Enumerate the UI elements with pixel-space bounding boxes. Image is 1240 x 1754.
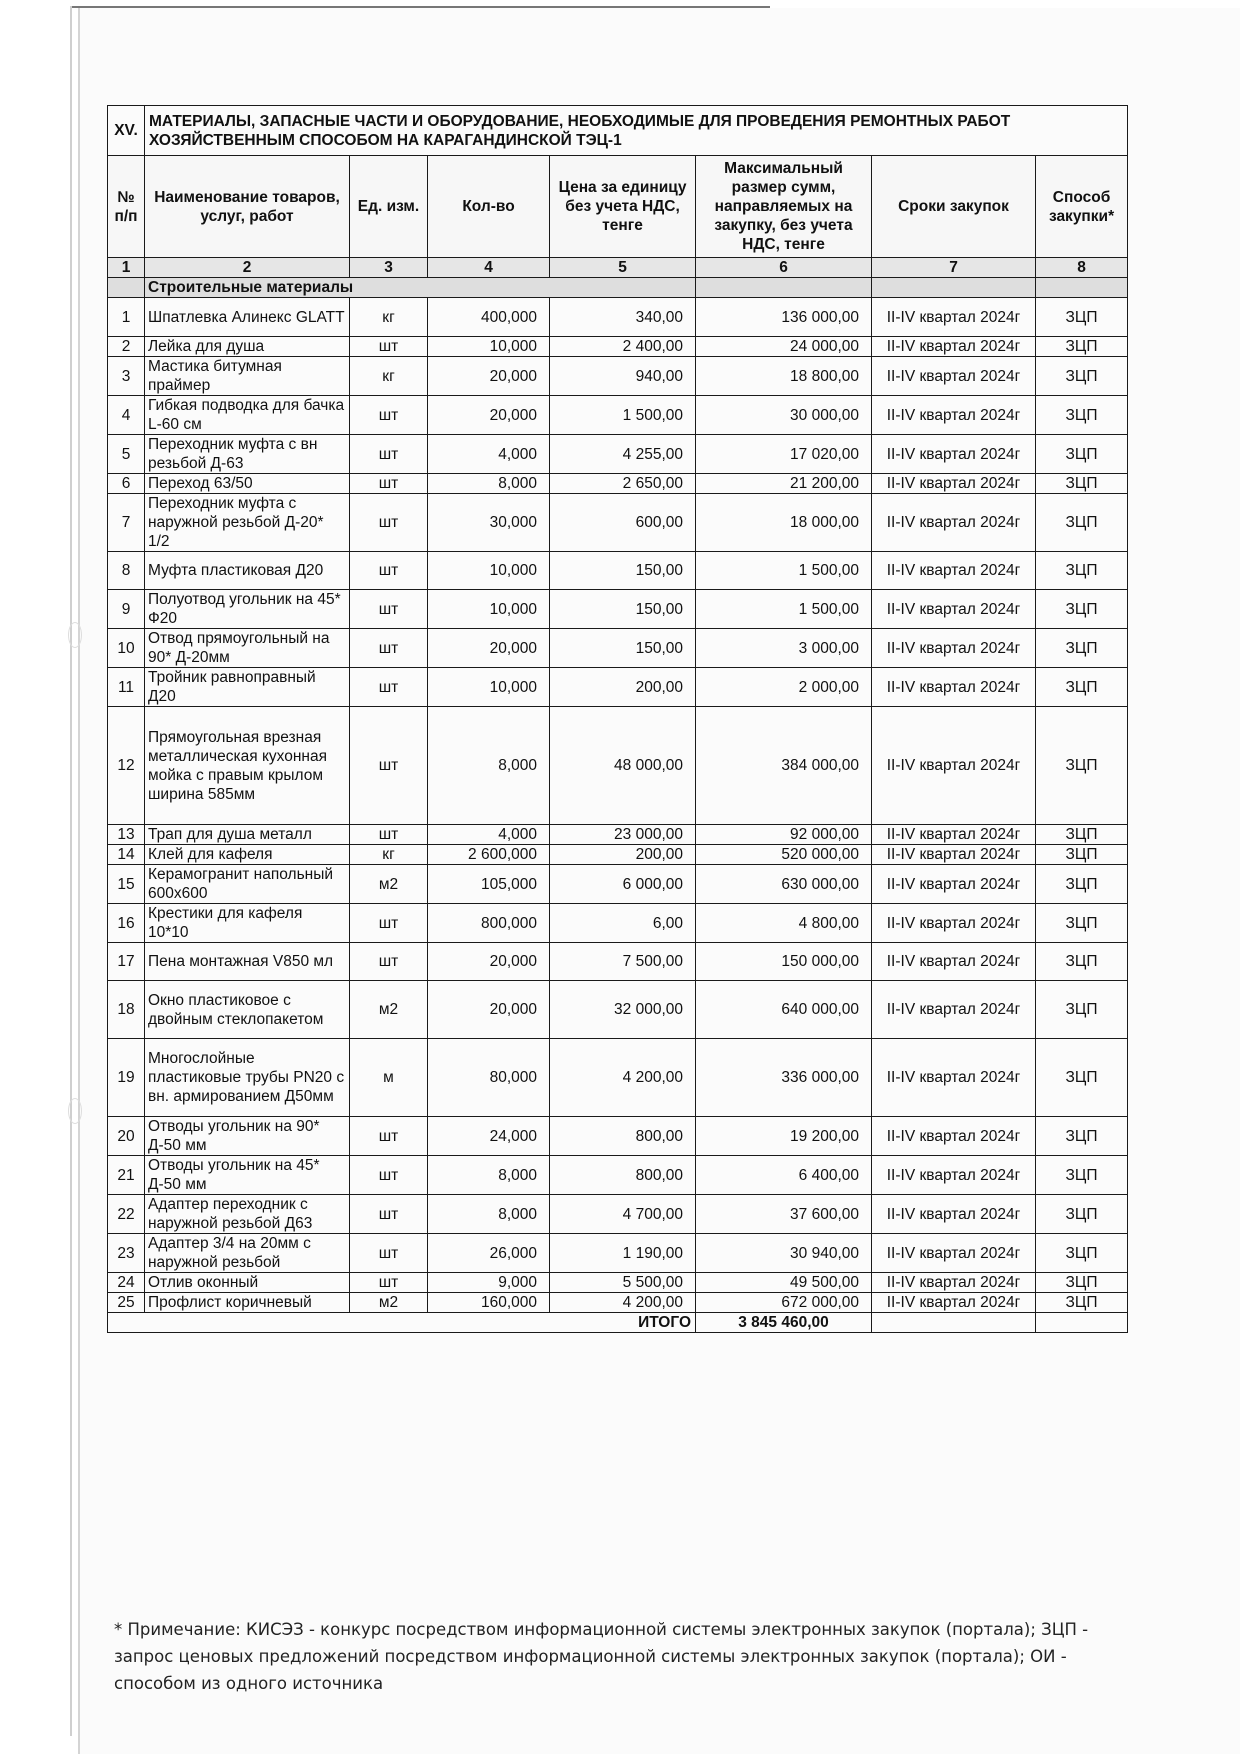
table-row — [108, 435, 1128, 474]
item-term: II-IV квартал 2024г — [872, 1039, 1036, 1117]
item-name: Гибкая подводка для бачка L-60 см — [145, 396, 350, 435]
item-method: ЗЦП — [1036, 707, 1128, 825]
section-title: МАТЕРИАЛЫ, ЗАПАСНЫЕ ЧАСТИ И ОБОРУДОВАНИЕ, НЕОБХОДИМЫЕ ДЛЯ ПРОВЕДЕНИЯ РЕМОНТНЫХ РАБОТ ХОЗЯЙСТВЕННЫМ СПОСОБОМ НА КАРАГАНДИНСКОЙ ТЭЦ-1 — [145, 106, 1128, 156]
item-term: II-IV квартал 2024г — [872, 474, 1036, 494]
item-unit: шт — [350, 825, 428, 845]
row-number: 4 — [108, 396, 145, 435]
row-number: 12 — [108, 707, 145, 825]
row-number: 13 — [108, 825, 145, 845]
item-max-sum: 92 000,00 — [696, 825, 872, 845]
header-max-sum: Максимальный размер сумм, направляемых на закупку, без учета НДС, тенге — [696, 156, 872, 258]
item-unit-price: 4 200,00 — [550, 1039, 696, 1117]
scan-edge-line — [70, 6, 770, 8]
item-quantity: 400,000 — [428, 298, 550, 337]
header-unit: Ед. изм. — [350, 156, 428, 258]
item-method: ЗЦП — [1036, 1039, 1128, 1117]
item-name: Муфта пластиковая Д20 — [145, 552, 350, 590]
item-name: Керамогранит напольный 600х600 — [145, 865, 350, 904]
column-number: 5 — [550, 258, 696, 278]
item-method: ЗЦП — [1036, 435, 1128, 474]
item-max-sum: 3 000,00 — [696, 629, 872, 668]
column-number: 8 — [1036, 258, 1128, 278]
table-row — [108, 1195, 1128, 1234]
item-term: II-IV квартал 2024г — [872, 590, 1036, 629]
item-name: Полуотвод угольник на 45* Ф20 — [145, 590, 350, 629]
item-quantity: 20,000 — [428, 396, 550, 435]
table-row — [108, 474, 1128, 494]
total-value: 3 845 460,00 — [696, 1313, 872, 1333]
item-max-sum: 30 940,00 — [696, 1234, 872, 1273]
row-number: 7 — [108, 494, 145, 552]
item-max-sum: 640 000,00 — [696, 981, 872, 1039]
item-method: ЗЦП — [1036, 981, 1128, 1039]
item-max-sum: 1 500,00 — [696, 552, 872, 590]
item-unit: шт — [350, 943, 428, 981]
item-name: Многослойные пластиковые трубы PN20 с вн. армированием Д50мм — [145, 1039, 350, 1117]
item-unit-price: 6 000,00 — [550, 865, 696, 904]
item-name: Отводы угольник на 45* Д-50 мм — [145, 1156, 350, 1195]
item-unit-price: 1 500,00 — [550, 396, 696, 435]
row-number: 6 — [108, 474, 145, 494]
item-term: II-IV квартал 2024г — [872, 629, 1036, 668]
item-unit-price: 4 255,00 — [550, 435, 696, 474]
item-unit: м2 — [350, 865, 428, 904]
table-row — [108, 1234, 1128, 1273]
row-number: 11 — [108, 668, 145, 707]
item-method: ЗЦП — [1036, 1156, 1128, 1195]
item-method: ЗЦП — [1036, 298, 1128, 337]
item-term: II-IV квартал 2024г — [872, 825, 1036, 845]
item-name: Мастика битумная праймер — [145, 357, 350, 396]
item-unit-price: 1 190,00 — [550, 1234, 696, 1273]
row-number: 9 — [108, 590, 145, 629]
row-number: 17 — [108, 943, 145, 981]
item-method: ЗЦП — [1036, 552, 1128, 590]
item-unit-price: 2 650,00 — [550, 474, 696, 494]
table-row — [108, 1039, 1128, 1117]
item-name: Лейка для душа — [145, 337, 350, 357]
item-max-sum: 30 000,00 — [696, 396, 872, 435]
table-row — [108, 357, 1128, 396]
item-term: II-IV квартал 2024г — [872, 357, 1036, 396]
item-method: ЗЦП — [1036, 904, 1128, 943]
item-term: II-IV квартал 2024г — [872, 707, 1036, 825]
item-unit-price: 5 500,00 — [550, 1273, 696, 1293]
item-name: Окно пластиковое с двойным стеклопакетом — [145, 981, 350, 1039]
total-row — [108, 1313, 1128, 1333]
item-unit-price: 800,00 — [550, 1117, 696, 1156]
item-unit: шт — [350, 1156, 428, 1195]
item-max-sum: 17 020,00 — [696, 435, 872, 474]
item-name: Отводы угольник на 90* Д-50 мм — [145, 1117, 350, 1156]
item-unit: шт — [350, 552, 428, 590]
item-max-sum: 37 600,00 — [696, 1195, 872, 1234]
item-quantity: 8,000 — [428, 1156, 550, 1195]
procurement-table — [107, 105, 1128, 1333]
item-unit-price: 6,00 — [550, 904, 696, 943]
row-number: 10 — [108, 629, 145, 668]
item-term: II-IV квартал 2024г — [872, 845, 1036, 865]
item-quantity: 10,000 — [428, 668, 550, 707]
row-number: 21 — [108, 1156, 145, 1195]
table-row — [108, 825, 1128, 845]
item-quantity: 20,000 — [428, 943, 550, 981]
item-unit-price: 800,00 — [550, 1156, 696, 1195]
item-name: Крестики для кафеля 10*10 — [145, 904, 350, 943]
item-unit-price: 7 500,00 — [550, 943, 696, 981]
table-row — [108, 1273, 1128, 1293]
item-max-sum: 19 200,00 — [696, 1117, 872, 1156]
item-unit: шт — [350, 1117, 428, 1156]
row-number: 2 — [108, 337, 145, 357]
row-number: 3 — [108, 357, 145, 396]
item-name: Переходник муфта с вн резьбой Д-63 — [145, 435, 350, 474]
table-row — [108, 298, 1128, 337]
item-max-sum: 150 000,00 — [696, 943, 872, 981]
item-unit: шт — [350, 590, 428, 629]
item-quantity: 8,000 — [428, 1195, 550, 1234]
item-quantity: 800,000 — [428, 904, 550, 943]
item-name: Прямоугольная врезная металлическая кухонная мойка с правым крылом ширина 585мм — [145, 707, 350, 825]
item-quantity: 20,000 — [428, 357, 550, 396]
item-unit: шт — [350, 474, 428, 494]
row-number: 19 — [108, 1039, 145, 1117]
table-row — [108, 629, 1128, 668]
column-number: 4 — [428, 258, 550, 278]
item-term: II-IV квартал 2024г — [872, 1195, 1036, 1234]
column-number: 1 — [108, 258, 145, 278]
row-number: 15 — [108, 865, 145, 904]
item-name: Шпатлевка Алинекс GLATT — [145, 298, 350, 337]
item-name: Переходник муфта с наружной резьбой Д-20* 1/2 — [145, 494, 350, 552]
item-unit: шт — [350, 1234, 428, 1273]
item-method: ЗЦП — [1036, 1273, 1128, 1293]
section-number: XV. — [108, 106, 145, 156]
table-row — [108, 494, 1128, 552]
row-number: 16 — [108, 904, 145, 943]
table-row — [108, 668, 1128, 707]
item-term: II-IV квартал 2024г — [872, 981, 1036, 1039]
item-max-sum: 49 500,00 — [696, 1273, 872, 1293]
item-unit-price: 600,00 — [550, 494, 696, 552]
row-number: 23 — [108, 1234, 145, 1273]
item-unit: шт — [350, 1273, 428, 1293]
row-number: 20 — [108, 1117, 145, 1156]
item-name: Адаптер 3/4 на 20мм с наружной резьбой — [145, 1234, 350, 1273]
item-name: Профлист коричневый — [145, 1293, 350, 1313]
item-term: II-IV квартал 2024г — [872, 552, 1036, 590]
item-max-sum: 2 000,00 — [696, 668, 872, 707]
table-row — [108, 1156, 1128, 1195]
item-method: ЗЦП — [1036, 825, 1128, 845]
item-term: II-IV квартал 2024г — [872, 668, 1036, 707]
item-name: Отлив оконный — [145, 1273, 350, 1293]
item-term: II-IV квартал 2024г — [872, 904, 1036, 943]
table-row — [108, 552, 1128, 590]
section-header-row — [108, 106, 1128, 156]
table-row — [108, 865, 1128, 904]
column-number: 6 — [696, 258, 872, 278]
item-unit-price: 4 200,00 — [550, 1293, 696, 1313]
item-quantity: 30,000 — [428, 494, 550, 552]
item-quantity: 10,000 — [428, 552, 550, 590]
item-quantity: 8,000 — [428, 707, 550, 825]
item-term: II-IV квартал 2024г — [872, 1117, 1036, 1156]
header-price: Цена за единицу без учета НДС, тенге — [550, 156, 696, 258]
item-unit: шт — [350, 668, 428, 707]
footnote: * Примечание: КИСЭЗ - конкурс посредством информационной системы электронных закупок (портала); ЗЦП - запрос ценовых предложений посредством информационной системы электронных закупок (портала); ОИ - способом из одного источника — [114, 1620, 1089, 1693]
item-quantity: 4,000 — [428, 435, 550, 474]
item-method: ЗЦП — [1036, 1293, 1128, 1313]
header-num: № п/п — [108, 156, 145, 258]
item-unit: шт — [350, 435, 428, 474]
item-method: ЗЦП — [1036, 1117, 1128, 1156]
table-row — [108, 396, 1128, 435]
total-label: ИТОГО — [108, 1313, 696, 1333]
item-term: II-IV квартал 2024г — [872, 494, 1036, 552]
item-quantity: 105,000 — [428, 865, 550, 904]
item-unit-price: 32 000,00 — [550, 981, 696, 1039]
item-unit-price: 23 000,00 — [550, 825, 696, 845]
item-unit-price: 340,00 — [550, 298, 696, 337]
item-quantity: 2 600,000 — [428, 845, 550, 865]
item-name: Трап для душа металл — [145, 825, 350, 845]
item-max-sum: 24 000,00 — [696, 337, 872, 357]
item-max-sum: 1 500,00 — [696, 590, 872, 629]
item-quantity: 10,000 — [428, 337, 550, 357]
table-row — [108, 707, 1128, 825]
table-row — [108, 590, 1128, 629]
item-max-sum: 18 000,00 — [696, 494, 872, 552]
item-term: II-IV квартал 2024г — [872, 396, 1036, 435]
column-number: 3 — [350, 258, 428, 278]
item-term: II-IV квартал 2024г — [872, 943, 1036, 981]
item-unit-price: 150,00 — [550, 552, 696, 590]
item-max-sum: 630 000,00 — [696, 865, 872, 904]
item-method: ЗЦП — [1036, 845, 1128, 865]
item-unit-price: 150,00 — [550, 629, 696, 668]
item-unit-price: 48 000,00 — [550, 707, 696, 825]
item-max-sum: 520 000,00 — [696, 845, 872, 865]
item-quantity: 20,000 — [428, 629, 550, 668]
item-method: ЗЦП — [1036, 474, 1128, 494]
table-row — [108, 1117, 1128, 1156]
item-max-sum: 672 000,00 — [696, 1293, 872, 1313]
item-term: II-IV квартал 2024г — [872, 1273, 1036, 1293]
item-term: II-IV квартал 2024г — [872, 435, 1036, 474]
item-unit-price: 4 700,00 — [550, 1195, 696, 1234]
item-name: Адаптер переходник с наружной резьбой Д63 — [145, 1195, 350, 1234]
item-unit-price: 150,00 — [550, 590, 696, 629]
row-number: 22 — [108, 1195, 145, 1234]
item-quantity: 26,000 — [428, 1234, 550, 1273]
item-unit: кг — [350, 357, 428, 396]
table-row — [108, 904, 1128, 943]
item-name: Отвод прямоугольный на 90* Д-20мм — [145, 629, 350, 668]
item-method: ЗЦП — [1036, 357, 1128, 396]
item-max-sum: 136 000,00 — [696, 298, 872, 337]
item-term: II-IV квартал 2024г — [872, 298, 1036, 337]
item-max-sum: 18 800,00 — [696, 357, 872, 396]
item-quantity: 160,000 — [428, 1293, 550, 1313]
item-unit: шт — [350, 494, 428, 552]
item-method: ЗЦП — [1036, 590, 1128, 629]
column-number: 7 — [872, 258, 1036, 278]
item-method: ЗЦП — [1036, 668, 1128, 707]
row-number: 1 — [108, 298, 145, 337]
header-terms: Сроки закупок — [872, 156, 1036, 258]
item-unit-price: 200,00 — [550, 845, 696, 865]
item-unit-price: 200,00 — [550, 668, 696, 707]
item-term: II-IV квартал 2024г — [872, 337, 1036, 357]
item-method: ЗЦП — [1036, 1195, 1128, 1234]
item-term: II-IV квартал 2024г — [872, 1293, 1036, 1313]
item-method: ЗЦП — [1036, 1234, 1128, 1273]
item-unit: м2 — [350, 981, 428, 1039]
item-unit-price: 940,00 — [550, 357, 696, 396]
item-unit: шт — [350, 629, 428, 668]
item-quantity: 8,000 — [428, 474, 550, 494]
item-max-sum: 384 000,00 — [696, 707, 872, 825]
row-number: 5 — [108, 435, 145, 474]
punch-hole-mark — [68, 622, 82, 648]
header-name: Наименование товаров, услуг, работ — [145, 156, 350, 258]
row-number: 25 — [108, 1293, 145, 1313]
item-max-sum: 6 400,00 — [696, 1156, 872, 1195]
item-quantity: 10,000 — [428, 590, 550, 629]
item-quantity: 4,000 — [428, 825, 550, 845]
category-row — [108, 278, 1128, 298]
item-quantity: 80,000 — [428, 1039, 550, 1117]
table-row — [108, 1293, 1128, 1313]
item-unit: шт — [350, 396, 428, 435]
item-method: ЗЦП — [1036, 629, 1128, 668]
column-number-row — [108, 258, 1128, 278]
item-name: Тройник равноправный Д20 — [145, 668, 350, 707]
item-term: II-IV квартал 2024г — [872, 1234, 1036, 1273]
item-max-sum: 4 800,00 — [696, 904, 872, 943]
item-unit: шт — [350, 1195, 428, 1234]
item-max-sum: 336 000,00 — [696, 1039, 872, 1117]
item-term: II-IV квартал 2024г — [872, 1156, 1036, 1195]
row-number: 18 — [108, 981, 145, 1039]
item-name: Клей для кафеля — [145, 845, 350, 865]
item-quantity: 24,000 — [428, 1117, 550, 1156]
item-unit: шт — [350, 337, 428, 357]
item-method: ЗЦП — [1036, 337, 1128, 357]
row-number: 14 — [108, 845, 145, 865]
header-qty: Кол-во — [428, 156, 550, 258]
table-row — [108, 337, 1128, 357]
item-unit: м2 — [350, 1293, 428, 1313]
punch-hole-mark — [68, 1098, 82, 1124]
item-name: Пена монтажная V850 мл — [145, 943, 350, 981]
item-unit: шт — [350, 904, 428, 943]
row-number: 8 — [108, 552, 145, 590]
item-method: ЗЦП — [1036, 494, 1128, 552]
item-method: ЗЦП — [1036, 943, 1128, 981]
scan-left-edge — [70, 6, 72, 1736]
item-name: Переход 63/50 — [145, 474, 350, 494]
table-row — [108, 943, 1128, 981]
category-label: Строительные материалы — [145, 278, 696, 298]
item-method: ЗЦП — [1036, 865, 1128, 904]
header-method: Способ закупки* — [1036, 156, 1128, 258]
item-max-sum: 21 200,00 — [696, 474, 872, 494]
item-unit: шт — [350, 707, 428, 825]
item-unit-price: 2 400,00 — [550, 337, 696, 357]
item-method: ЗЦП — [1036, 396, 1128, 435]
column-number: 2 — [145, 258, 350, 278]
item-quantity: 20,000 — [428, 981, 550, 1039]
item-unit: кг — [350, 298, 428, 337]
item-unit: м — [350, 1039, 428, 1117]
row-number: 24 — [108, 1273, 145, 1293]
item-quantity: 9,000 — [428, 1273, 550, 1293]
table-row — [108, 845, 1128, 865]
table-row — [108, 981, 1128, 1039]
column-header-row — [108, 156, 1128, 258]
item-term: II-IV квартал 2024г — [872, 865, 1036, 904]
item-unit: кг — [350, 845, 428, 865]
